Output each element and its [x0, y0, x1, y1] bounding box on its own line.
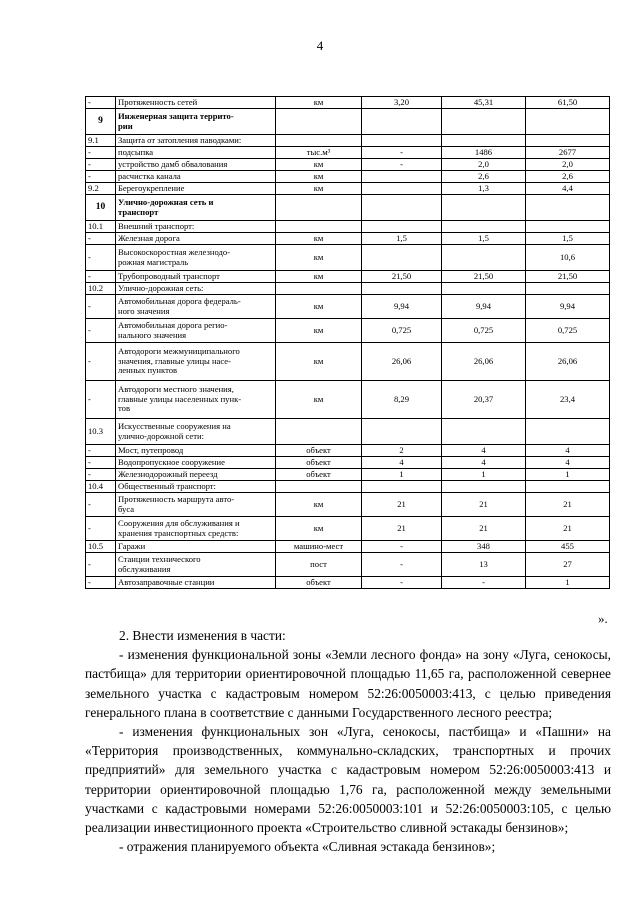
row-name: Станции технического обслуживания: [116, 553, 276, 577]
table-row: [86, 517, 610, 541]
row-value-1: -: [362, 577, 442, 589]
row-number: 10.4: [86, 481, 116, 493]
page-number: 4: [316, 38, 324, 53]
paragraph-item-2: 2. Внести изменения в части:: [119, 628, 286, 643]
row-unit: объект: [276, 577, 362, 589]
table-row: [86, 135, 610, 147]
row-value-3: [526, 109, 610, 135]
row-name: Улично-дорожная сеть:: [116, 283, 276, 295]
paragraph-planned-object: - отражения планируемого объекта «Сливная эстакада бензинов»;: [119, 839, 496, 855]
row-name: устройство дамб обвалования: [116, 159, 276, 171]
row-unit: тыс.м³: [276, 147, 362, 159]
table-row: [86, 381, 610, 419]
row-name: Защита от затопления паводками:: [116, 135, 276, 147]
row-name: Водопропускное сооружение: [116, 457, 276, 469]
row-value-1: 1: [362, 469, 442, 481]
table-row: [86, 221, 610, 233]
row-number: -: [86, 469, 116, 481]
row-value-2: 4: [442, 457, 526, 469]
row-name: Берегоукрепление: [116, 183, 276, 195]
row-unit: [276, 481, 362, 493]
row-value-3: 27: [526, 553, 610, 577]
row-number: 9: [86, 109, 116, 135]
row-unit: км: [276, 343, 362, 381]
table-row: [86, 109, 610, 135]
row-unit: км: [276, 171, 362, 183]
row-value-2: [442, 419, 526, 445]
row-unit: км: [276, 233, 362, 245]
row-value-2: 1: [442, 469, 526, 481]
row-value-2: 1,3: [442, 183, 526, 195]
table-row: [86, 283, 610, 295]
row-value-2: 45,31: [442, 97, 526, 109]
row-value-2: 0,725: [442, 319, 526, 343]
row-name: Автодороги местного значения, главные улицы населенных пунк- тов: [116, 381, 276, 419]
row-number: 10.3: [86, 419, 116, 445]
table-row: [86, 553, 610, 577]
row-value-3: 2,0: [526, 159, 610, 171]
row-name: Протяженность маршрута авто- буса: [116, 493, 276, 517]
row-value-3: 26,06: [526, 343, 610, 381]
row-number: -: [86, 457, 116, 469]
row-value-1: [362, 245, 442, 271]
row-value-2: 2,0: [442, 159, 526, 171]
table-row: [86, 577, 610, 589]
row-unit: км: [276, 245, 362, 271]
row-number: -: [86, 319, 116, 343]
row-name: Автодороги межмуниципального значения, главные улицы насе- ленных пунктов: [116, 343, 276, 381]
row-value-1: -: [362, 159, 442, 171]
row-unit: [276, 419, 362, 445]
row-value-3: [526, 419, 610, 445]
row-value-1: -: [362, 541, 442, 553]
row-value-2: 9,94: [442, 295, 526, 319]
row-value-3: 1: [526, 577, 610, 589]
row-name: Инженерная защита террито- рии: [116, 109, 276, 135]
table-row: [86, 195, 610, 221]
row-value-1: [362, 283, 442, 295]
row-number: -: [86, 343, 116, 381]
row-unit: км: [276, 159, 362, 171]
row-value-2: [442, 109, 526, 135]
quote-close: ».: [598, 611, 608, 626]
row-name: Гаражи: [116, 541, 276, 553]
row-value-1: 8,29: [362, 381, 442, 419]
row-value-3: 2677: [526, 147, 610, 159]
row-number: -: [86, 245, 116, 271]
row-name: Улично-дорожная сеть и транспорт: [116, 195, 276, 221]
row-number: -: [86, 445, 116, 457]
row-value-2: 1,5: [442, 233, 526, 245]
row-number: -: [86, 233, 116, 245]
row-name: Мост, путепровод: [116, 445, 276, 457]
row-value-2: [442, 245, 526, 271]
row-value-3: 21,50: [526, 271, 610, 283]
row-value-3: 10,6: [526, 245, 610, 271]
row-value-3: 4: [526, 457, 610, 469]
row-value-3: 4: [526, 445, 610, 457]
row-value-3: 1: [526, 469, 610, 481]
row-value-1: -: [362, 553, 442, 577]
row-value-2: 348: [442, 541, 526, 553]
row-unit: машино-мест: [276, 541, 362, 553]
table-row: [86, 233, 610, 245]
row-unit: км: [276, 295, 362, 319]
row-number: -: [86, 295, 116, 319]
row-unit: [276, 221, 362, 233]
row-unit: объект: [276, 469, 362, 481]
row-value-2: [442, 135, 526, 147]
body-text: [85, 626, 611, 856]
row-number: -: [86, 159, 116, 171]
row-number: 10: [86, 195, 116, 221]
row-name: расчистка канала: [116, 171, 276, 183]
row-value-3: 1,5: [526, 233, 610, 245]
row-value-1: [362, 171, 442, 183]
row-value-1: 26,06: [362, 343, 442, 381]
row-value-1: [362, 183, 442, 195]
row-value-2: [442, 221, 526, 233]
row-number: -: [86, 577, 116, 589]
row-value-1: 21: [362, 517, 442, 541]
row-name: Протяженность сетей: [116, 97, 276, 109]
table-row: [86, 147, 610, 159]
row-value-2: [442, 481, 526, 493]
table-row: [86, 271, 610, 283]
table-row: [86, 541, 610, 553]
row-name: Искусственные сооружения на улично-дорожной сети:: [116, 419, 276, 445]
table-row: [86, 445, 610, 457]
row-value-3: [526, 135, 610, 147]
row-unit: объект: [276, 457, 362, 469]
row-value-3: 21: [526, 517, 610, 541]
row-value-3: [526, 283, 610, 295]
row-unit: км: [276, 517, 362, 541]
table-row: [86, 493, 610, 517]
row-value-3: 0,725: [526, 319, 610, 343]
row-value-2: 1486: [442, 147, 526, 159]
row-value-1: 3,20: [362, 97, 442, 109]
row-value-3: 21: [526, 493, 610, 517]
row-value-1: [362, 481, 442, 493]
row-value-2: -: [442, 577, 526, 589]
row-value-2: 21,50: [442, 271, 526, 283]
row-value-2: 21: [442, 493, 526, 517]
table-row: [86, 319, 610, 343]
row-number: 10.2: [86, 283, 116, 295]
row-name: Железная дорога: [116, 233, 276, 245]
row-number: 9.1: [86, 135, 116, 147]
row-number: -: [86, 97, 116, 109]
row-value-1: [362, 135, 442, 147]
row-name: Высокоскоростная железнодо- рожная магистраль: [116, 245, 276, 271]
row-value-1: [362, 419, 442, 445]
row-value-2: 2,6: [442, 171, 526, 183]
row-value-1: 4: [362, 457, 442, 469]
row-value-1: 0,725: [362, 319, 442, 343]
row-value-1: 21: [362, 493, 442, 517]
row-number: 10.5: [86, 541, 116, 553]
table-row: [86, 457, 610, 469]
row-value-2: 21: [442, 517, 526, 541]
indicators-table: [85, 96, 610, 589]
row-number: -: [86, 381, 116, 419]
row-value-2: 13: [442, 553, 526, 577]
row-unit: км: [276, 493, 362, 517]
row-unit: объект: [276, 445, 362, 457]
row-value-2: [442, 283, 526, 295]
row-number: -: [86, 553, 116, 577]
row-name: Сооружения для обслуживания и хранения транспортных средств:: [116, 517, 276, 541]
row-value-3: [526, 221, 610, 233]
row-value-3: 455: [526, 541, 610, 553]
row-name: Автомобильная дорога регио- нального значения: [116, 319, 276, 343]
row-unit: пост: [276, 553, 362, 577]
table-row: [86, 245, 610, 271]
row-value-3: 2,6: [526, 171, 610, 183]
table-row: [86, 419, 610, 445]
row-value-1: 2: [362, 445, 442, 457]
row-unit: [276, 283, 362, 295]
row-value-3: 61,50: [526, 97, 610, 109]
row-value-3: 9,94: [526, 295, 610, 319]
table-row: [86, 295, 610, 319]
row-value-3: [526, 481, 610, 493]
row-value-2: 20,37: [442, 381, 526, 419]
row-value-2: 26,06: [442, 343, 526, 381]
table-row: [86, 183, 610, 195]
row-value-2: [442, 195, 526, 221]
row-name: подсыпка: [116, 147, 276, 159]
row-value-1: [362, 109, 442, 135]
row-number: 9.2: [86, 183, 116, 195]
row-unit: км: [276, 183, 362, 195]
table-row: [86, 469, 610, 481]
row-name: Общественный транспорт:: [116, 481, 276, 493]
row-unit: [276, 135, 362, 147]
table-row: [86, 97, 610, 109]
row-number: -: [86, 147, 116, 159]
table-row: [86, 343, 610, 381]
row-name: Трубопроводный транспорт: [116, 271, 276, 283]
row-unit: км: [276, 381, 362, 419]
row-unit: км: [276, 97, 362, 109]
row-name: Автомобильная дорога федераль- ного значения: [116, 295, 276, 319]
row-number: -: [86, 171, 116, 183]
row-number: -: [86, 517, 116, 541]
row-number: 10.1: [86, 221, 116, 233]
row-unit: [276, 109, 362, 135]
row-name: Внешний транспорт:: [116, 221, 276, 233]
table-row: [86, 159, 610, 171]
row-name: Железнодорожный переезд: [116, 469, 276, 481]
row-value-1: [362, 195, 442, 221]
row-value-2: 4: [442, 445, 526, 457]
row-value-1: 1,5: [362, 233, 442, 245]
row-value-1: [362, 221, 442, 233]
row-value-1: 9,94: [362, 295, 442, 319]
row-value-3: 23,4: [526, 381, 610, 419]
row-value-3: 4,4: [526, 183, 610, 195]
row-name: Автозаправочные станции: [116, 577, 276, 589]
table-row: [86, 171, 610, 183]
paragraph-forest-zone: - изменения функциональной зоны «Земли лесного фонда» на зону «Луга, сенокосы, пастбища» для территории ориентировочной площадью 11,65 га, расположенной севернее земельного участка с кадастровым номером 52:26:0050003:413, с целью приведения генерального плана в соответствие с данными Государственного лесного реестра;: [85, 647, 611, 720]
row-unit: [276, 195, 362, 221]
row-value-3: [526, 195, 610, 221]
row-unit: км: [276, 271, 362, 283]
table-body: [86, 97, 610, 589]
paragraph-industrial-zone: - изменения функциональных зон «Луга, сенокосы, пастбища» и «Пашни» на «Территория производственных, коммунально-складских, транспортных и прочих предприятий» для земельного участка с кадастровым номером 52:26:0050003:413 и территории ориентировочной площадью 1,76 га, расположенной между земельными участками с кадастровыми номерами 52:26:0050003:101 и 52:26:0050003:105, с целью реализации инвестиционного проекта «Строительство сливной эстакады бензинов»;: [85, 724, 611, 836]
row-value-1: -: [362, 147, 442, 159]
row-unit: км: [276, 319, 362, 343]
row-value-1: 21,50: [362, 271, 442, 283]
row-number: -: [86, 493, 116, 517]
row-number: -: [86, 271, 116, 283]
table-row: [86, 481, 610, 493]
